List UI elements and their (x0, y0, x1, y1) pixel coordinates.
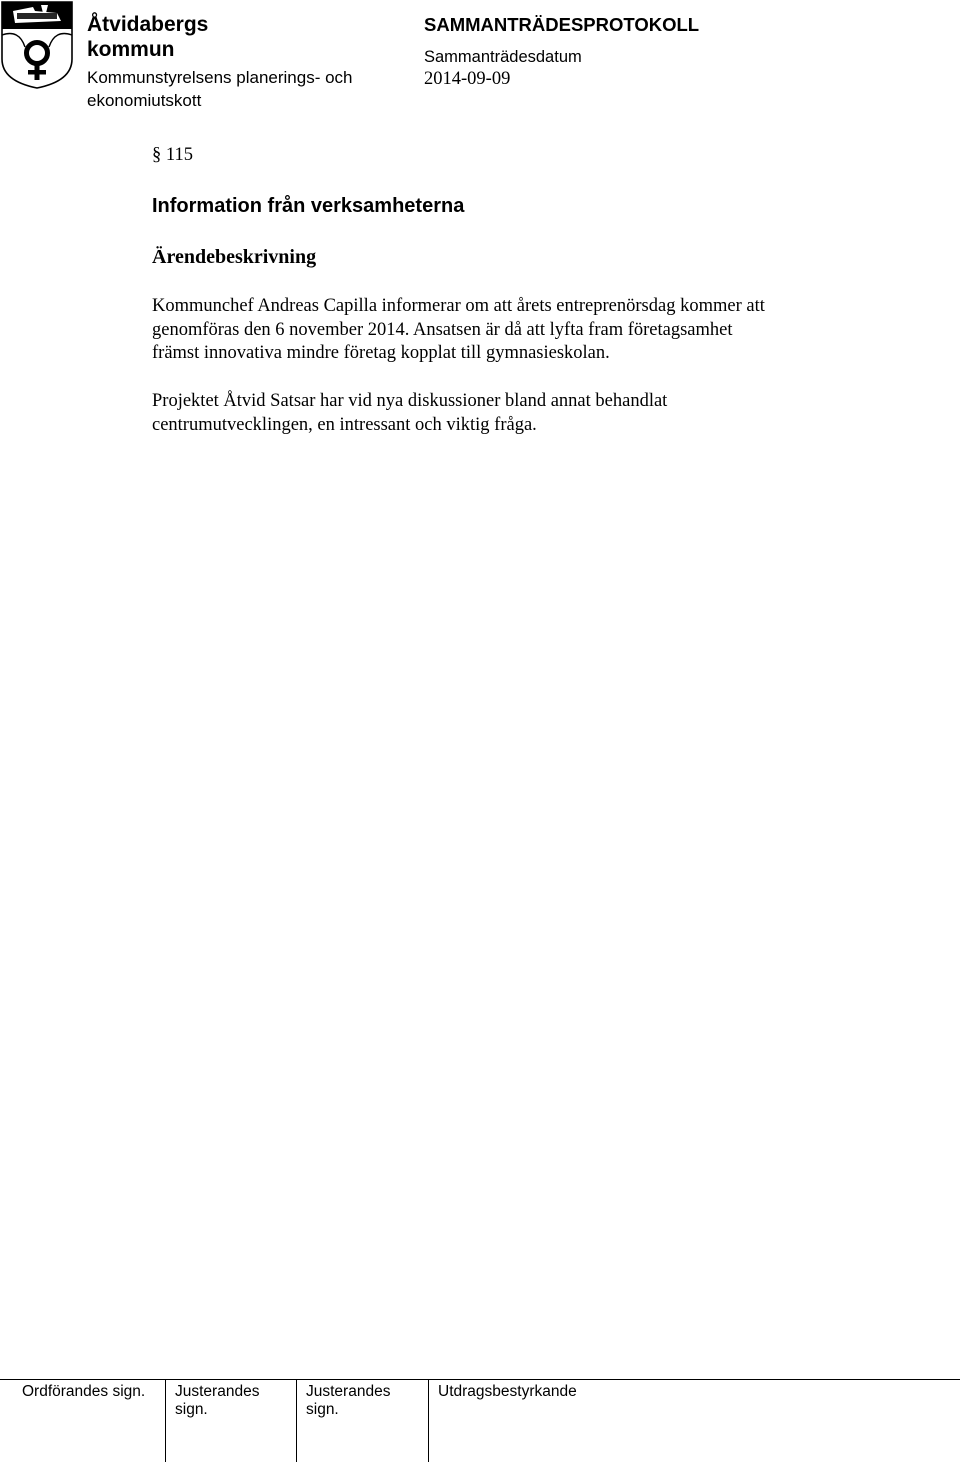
organization-unit-line1: Kommunstyrelsens planerings- och (87, 68, 353, 87)
body-paragraph-1 (152, 295, 912, 366)
case-description-heading: Ärendebeskrivning (152, 246, 317, 268)
chair-signature-cell (0, 1380, 165, 1462)
organization-name-line1: Åtvidabergs (87, 13, 209, 36)
adjuster-2-signature-cell (296, 1380, 428, 1462)
municipality-coat-of-arms-icon (1, 1, 73, 89)
adjuster-2-label-line2: sign. (306, 1401, 339, 1418)
signature-table (0, 1379, 960, 1462)
organization-name (87, 12, 208, 62)
section-title: Information från verksamheterna (152, 195, 465, 217)
paragraph-line: Projektet Åtvid Satsar har vid nya diskussioner bland annat behandlat (152, 391, 668, 411)
body-paragraph-2 (152, 390, 912, 437)
meeting-date-label: Sammanträdesdatum (424, 48, 582, 66)
adjuster-1-label-line2: sign. (175, 1401, 208, 1418)
extract-certification-cell (428, 1380, 960, 1462)
paragraph-line: främst innovativa mindre företag kopplat till gymnasieskolan. (152, 343, 610, 363)
organization-unit (87, 66, 353, 112)
paragraph-line: Kommunchef Andreas Capilla informerar om att årets entreprenörsdag kommer att (152, 296, 765, 316)
paragraph-number: § 115 (152, 145, 193, 165)
paragraph-line: centrumutvecklingen, en intressant och viktig fråga. (152, 414, 537, 435)
adjuster-2-label-line1: Justerandes (306, 1383, 391, 1400)
paragraph-line: genomföras den 6 november 2014. Ansatsen är då att lyfta fram företagsamhet (152, 319, 733, 340)
adjuster-1-signature-cell (165, 1380, 296, 1462)
meeting-date: 2014-09-09 (424, 69, 511, 89)
chair-signature-label: Ordförandes sign. (22, 1383, 146, 1400)
adjuster-1-label-line1: Justerandes (175, 1383, 260, 1400)
organization-name-line2: kommun (87, 38, 175, 61)
organization-unit-line2: ekonomiutskott (87, 91, 202, 110)
extract-certification-label: Utdragsbestyrkande (438, 1383, 577, 1400)
document-type: SAMMANTRÄDESPROTOKOLL (424, 14, 700, 35)
